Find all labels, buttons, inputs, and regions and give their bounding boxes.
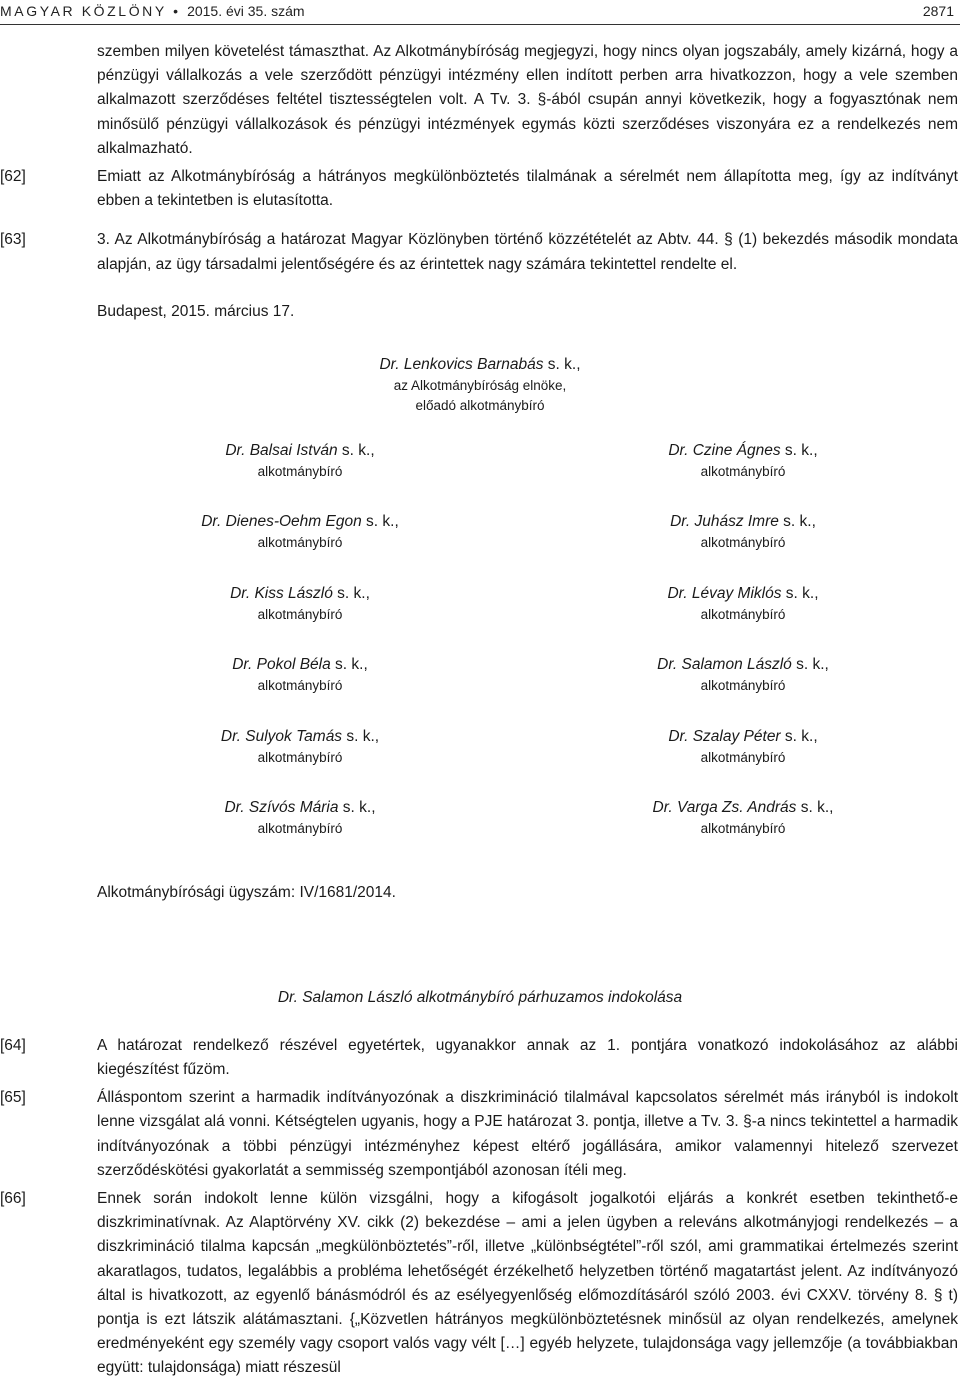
chair-role: az Alkotmánybíróság elnöke, <box>393 377 567 393</box>
chair-signature: Dr. Lenkovics Barnabás s. k., az Alkotmánybíróság elnöke, előadó alkotmánybíró <box>0 354 960 416</box>
judge-signature: Dr. Czine Ágnes s. k., alkotmánybíró <box>668 441 818 479</box>
judge-signature: Dr. Salamon László s. k., alkotmánybíró <box>657 656 829 694</box>
judge-signature: Dr. Pokol Béla s. k., alkotmánybíró <box>232 656 368 694</box>
opinion-title: Dr. Salamon László alkotmánybíró párhuzamos indokolása <box>277 988 683 1006</box>
header-date: 2015. évi 35. szám <box>187 3 305 19</box>
judge-row <box>0 726 960 798</box>
judge-signature: Dr. Varga Zs. András s. k., alkotmánybíró <box>652 799 834 837</box>
judge-signature: Dr. Szívós Mária s. k., alkotmánybíró <box>224 799 376 837</box>
paragraph-number: [63] <box>0 231 26 249</box>
page-number: 2871 <box>922 3 954 19</box>
page-header <box>0 0 960 22</box>
judge-row <box>0 583 960 655</box>
paragraph-number: [65] <box>0 1089 26 1107</box>
paragraph-number: [62] <box>0 168 26 186</box>
paragraph-62: [62] Emiatt az Alkotmánybíróság a hátrányos megkülönböztetés tilalmának a sérelmét nem állapította meg, így az indítványt ebben a tekintetben is elutasította. <box>0 165 960 213</box>
paragraph-number: [64] <box>0 1036 26 1054</box>
header-rule <box>0 24 960 25</box>
chair-name: Dr. Lenkovics Barnabás <box>379 355 544 373</box>
judge-signature: Dr. Balsai István s. k., alkotmánybíró <box>225 441 375 479</box>
judge-row <box>0 440 960 512</box>
judge-row <box>0 654 960 726</box>
paragraph-66: [66] Ennek során indokolt lenne külön vizsgálni, hogy a kifogásolt jogalkotói eljárás a konkrét esetben tekinthető-e diszkriminatívnak. Az Alaptörvény XV. cikk (2) bekezdése – ami a jelen ügyben a releváns alkotmányjogi rendelkezés – a diszkrimináció tilalma kapcsán „megkülönböztetés”-ről, illetve „különbségtétel”-ről szól, ami grammatikai értelmezés szerint akaratlagos, tudatos, legalábbis a probléma lehetőségét érzékelhető helyzetben történő magatartást jelent. Az indítványozó által is hivatkozott, az egyenlő bánásmódról és az esélyegyenlőség előmozdításáról szóló 2003. évi CXXV. törvény 8. § t) pontja is ezt látszik alátámasztani. {„Közvetlen hátrányos megkülönböztetésnek minősül az olyan rendelkezés, amelynek eredményeként egy személy vagy csoport valós vagy vélt […] egyéb helyzete, tulajdonsága vagy jellemzője (a továbbiakban együtt: tulajdonsága) miatt részesül <box>0 1187 960 1381</box>
judge-row <box>0 511 960 583</box>
paragraph-64: [64] A határozat rendelkező részével egyetértek, ugyanakkor annak az 1. pontjára vonatkozó indokolásához az alábbi kiegészítést fűzöm. <box>0 1034 960 1082</box>
judge-signature: Dr. Dienes-Oehm Egon s. k., alkotmánybíró <box>201 513 399 551</box>
judge-signatures <box>0 440 960 869</box>
document-body <box>0 40 960 1381</box>
paragraph-number: [66] <box>0 1190 26 1208</box>
case-number: Alkotmánybírósági ügyszám: IV/1681/2014. <box>97 883 396 901</box>
judge-signature: Dr. Szalay Péter s. k., alkotmánybíró <box>668 727 818 765</box>
judge-signature: Dr. Kiss László s. k., alkotmánybíró <box>230 584 370 622</box>
judge-signature: Dr. Sulyok Tamás s. k., alkotmánybíró <box>220 727 380 765</box>
judge-signature: Dr. Lévay Miklós s. k., alkotmánybíró <box>667 584 819 622</box>
paragraph-63: [63] 3. Az Alkotmánybíróság a határozat Magyar Közlönyben történő közzétételét az Abtv. 44. § (1) bekezdés második mondata alapján, az ügy társadalmi jelentőségére és az érintettek nagy számára tekintettel rendelte el. <box>0 228 960 276</box>
judge-signature: Dr. Juhász Imre s. k., alkotmánybíró <box>670 513 816 551</box>
judge-row <box>0 797 960 869</box>
paragraph-65: [65] Álláspontom szerint a harmadik indítványozónak a diszkrimináció tilalmával kapcsolatos sérelmét más irányból is indokolt lenne vizsgálat alá vonni. Kétségtelen ugyanis, hogy a PJE határozat 3. pontja, illetve a Tv. 3. §-a nincs tekintettel a harmadik indítványozónak a többi pénzügyi intézményhez képest eltérő jogállására, amikor valamennyi hitelező szervezet szerződéskötési gyakorlatát a semmisség szempontjából azonosan ítéli meg. <box>0 1086 960 1183</box>
date-line: Budapest, 2015. március 17. <box>97 302 295 320</box>
header-journal: MAGYAR KÖZLÖNY • 2015. évi 35. szám <box>0 3 305 19</box>
chair-role-2: előadó alkotmánybíró <box>415 397 545 413</box>
paragraph-cont: szemben milyen követelést támaszthat. Az Alkotmánybíróság megjegyzi, hogy nincs olyan jogszabály, amely kizárná, hogy a pénzügyi vállalkozás a vele szerződött pénzügyi intézmény ellen indított perben arra hivatkozzon, hogy a vele szemben alkalmazott szerződéses feltétel tisztességtelen volt. A Tv. 3. §-ából csupán annyi következik, hogy a fogyasztónak nem minősülő pénzügyi vállalkozások és pénzügyi intézmények egymás közti szerződéses viszonyára ez a rendelkezés nem alkalmazható. <box>97 43 958 157</box>
